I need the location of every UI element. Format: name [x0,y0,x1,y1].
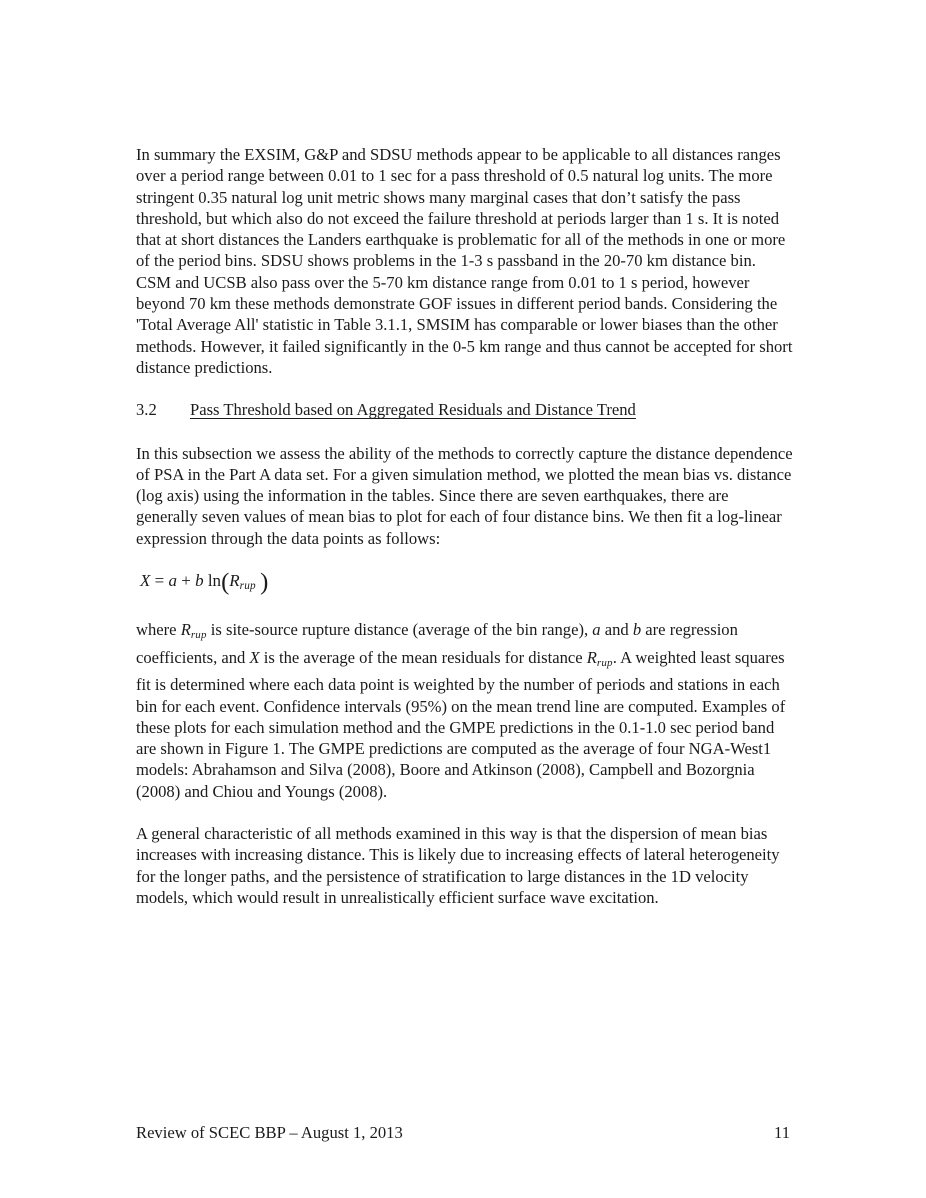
section-heading [136,399,794,420]
paragraph-dispersion: A general characteristic of all methods examined in this way is that the dispersion of mean bias increases with increasing distance. This is likely due to increasing effects of lateral heterogeneity for the longer paths, and the persistence of stratification to large distances in the 1D velocity models, which would result in unrealistically efficient surface wave excitation. [136,823,780,907]
section-title: Pass Threshold based on Aggregated Residuals and Distance Trend [190,400,636,420]
paragraph-intro: In this subsection we assess the ability of the methods to correctly capture the distance dependence of PSA in the Part A data set. For a given simulation method, we plotted the mean bias vs. distance (log axis) using the information in the tables. Since there are seven earthquakes, there are generally seven values of mean bias to plot for each of four distance bins. We then fit a log-linear expression through the data points as follows: [136,443,793,548]
equation-log-linear-fit: X = a + b ln(Rrup ) [140,568,269,596]
paragraph-summary: In summary the EXSIM, G&P and SDSU methods appear to be applicable to all distances ranges over a period range between 0.01 to 1 sec for a pass threshold of 0.5 natural log units. The more stringent 0.35 natural log unit metric shows many marginal cases that don’t satisfy the pass threshold, but which also do not exceed the failure threshold at periods larger than 1 s. It is noted that at short distances the Landers earthquake is problematic for all of the methods in one or more of the period bins. SDSU shows problems in the 1-3 s passband in the 20-70 km distance bin. CSM and UCSB also pass over the 5-70 km distance range from 0.01 to 1 s period, however beyond 70 km these methods demonstrate GOF issues in different period bands. Considering the 'Total Average All' statistic in Table 3.1.1, SMSIM has comparable or lower biases than the other methods. However, it failed significantly in the 0-5 km range and thus cannot be accepted for short distance predictions. [136,145,793,377]
footer-document-title: Review of SCEC BBP – August 1, 2013 [136,1123,403,1142]
page-number: 11 [774,1123,790,1142]
section-number: 3.2 [136,400,157,420]
page-body [136,144,794,929]
paragraph-regression: where Rrup is site-source rupture distance (average of the bin range), a and b are regression coefficients, and X is the average of the mean residuals for distance Rrup. A weighted least squares fit is determined where each data point is weighted by the number of periods and stations in each bin for each event. Confidence intervals (95%) on the mean trend line are computed. Examples of these plots for each simulation method and the GMPE predictions in the 0.1-1.0 sec period band are shown in Figure 1. The GMPE predictions are computed as the average of four NGA-West1 models: Abrahamson and Silva (2008), Boore and Atkinson (2008), Campbell and Bozorgnia (2008) and Chiou and Youngs (2008). [136,620,786,801]
page-footer [136,1122,790,1143]
